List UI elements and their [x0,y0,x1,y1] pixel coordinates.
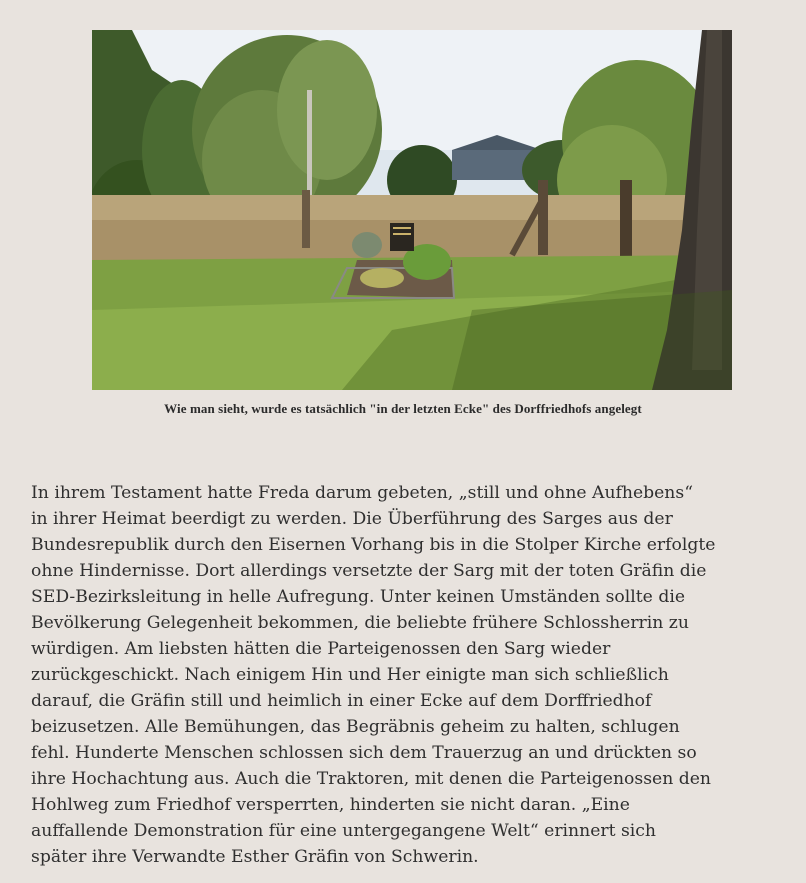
paragraph-line: ohne Hindernisse. Dort allerdings versetzte der Sarg mit der toten Gräfin die [31,561,707,581]
paragraph-line: ihre Hochachtung aus. Auch die Traktoren, mit denen die Parteigenossen den [31,769,711,789]
paragraph-line: später ihre Verwandte Esther Gräfin von Schwerin. [31,847,479,867]
paragraph-line: In ihrem Testament hatte Freda darum gebeten, „still und ohne Aufhebens“ [31,483,693,503]
paragraph-line: darauf, die Gräfin still und heimlich in einer Ecke auf dem Dorffriedhof [31,691,652,711]
paragraph-line: Bundesrepublik durch den Eisernen Vorhang bis in die Stolper Kirche erfolgte [31,535,716,555]
paragraph-line: Hohlweg zum Friedhof versperrten, hinderten sie nicht daran. „Eine [31,795,630,815]
paragraph-line: fehl. Hunderte Menschen schlossen sich dem Trauerzug an und drückten so [31,743,697,763]
paragraph-line: zurückgeschickt. Nach einigem Hin und Her einigte man sich schließlich [31,665,669,685]
article-paragraph [31,480,799,870]
paragraph-line: Bevölkerung Gelegenheit bekommen, die beliebte frühere Schlossherrin zu [31,613,689,633]
grave-photo [92,30,732,390]
figure-caption: Wie man sieht, wurde es tatsächlich "in der letzten Ecke" des Dorffriedhofs angelegt [164,401,642,416]
paragraph-line: in ihrer Heimat beerdigt zu werden. Die Überführung des Sarges aus der [31,509,673,529]
paragraph-line: würdigen. Am liebsten hätten die Parteigenossen den Sarg wieder [31,639,611,659]
paragraph-line: auffallende Demonstration für eine untergegangene Welt“ erinnert sich [31,821,656,841]
paragraph-line: beizusetzen. Alle Bemühungen, das Begräbnis geheim zu halten, schlugen [31,717,680,737]
paragraph-line: SED-Bezirksleitung in helle Aufregung. Unter keinen Umständen sollte die [31,587,685,607]
